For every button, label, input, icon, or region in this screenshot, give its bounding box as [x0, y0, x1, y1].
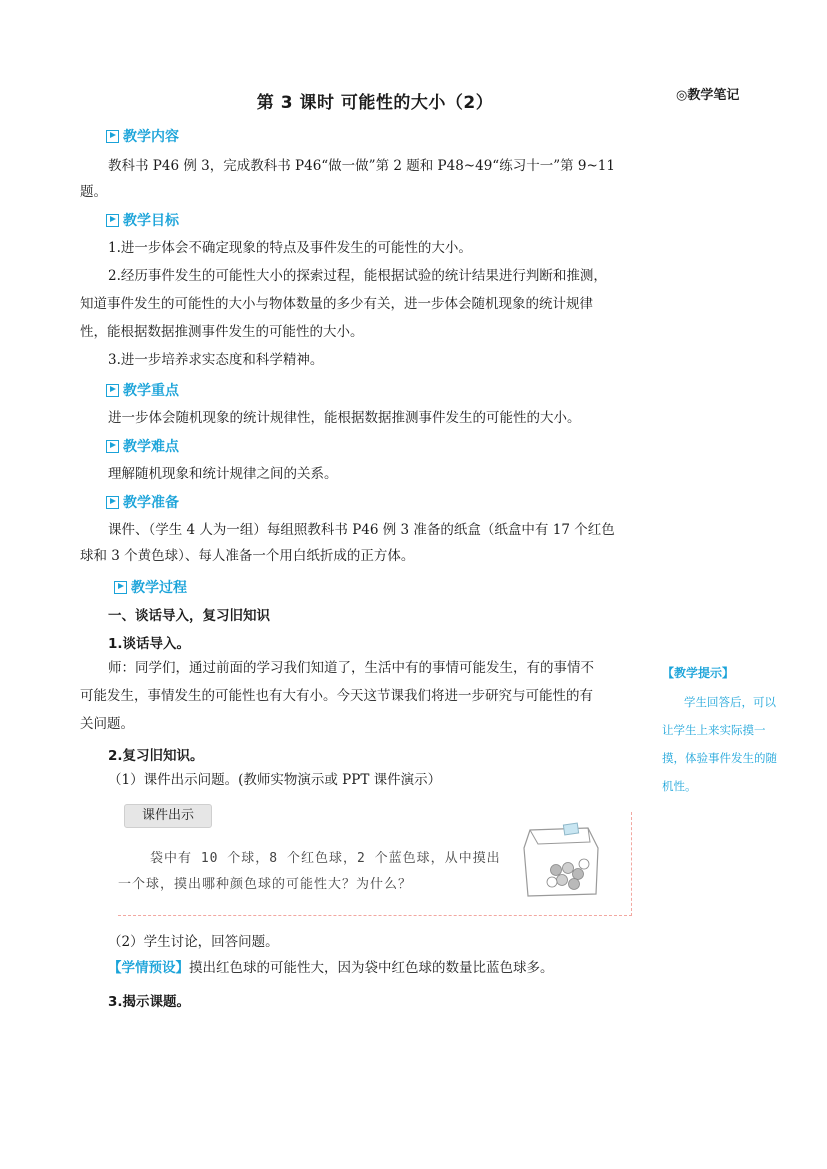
preset-text: 摸出红色球的可能性大，因为袋中红色球的数量比蓝色球多。	[189, 960, 554, 976]
goal-line3: 3.进一步培养求实态度和科学精神。	[108, 352, 324, 368]
difficulty-text: 理解随机现象和统计规律之间的关系。	[108, 466, 338, 482]
play-icon	[106, 130, 119, 143]
content-text-line2: 题。	[80, 184, 107, 200]
step1-heading: 1.谈话导入。	[108, 636, 191, 652]
goal-line2a: 2.经历事件发生的可能性大小的探索过程，能根据试验的统计结果进行判断和推测，	[108, 268, 607, 284]
part1-heading: 一、谈话导入，复习旧知识	[108, 608, 270, 624]
goal-line1: 1.进一步体会不确定现象的特点及事件发生的可能性的大小。	[108, 240, 472, 256]
goal-line2b: 知道事件发生的可能性的大小与物体数量的多少有关，进一步体会随机现象的统计规律	[80, 296, 593, 312]
play-icon	[106, 440, 119, 453]
content-text-line1: 教科书 P46 例 3，完成教科书 P46“做一做”第 2 题和 P48~49“练习十一”第 9~11	[108, 158, 615, 174]
step2-heading: 2.复习旧知识。	[108, 748, 204, 764]
sub1-text: （1）课件出示问题。(教师实物演示或 PPT 课件演示）	[108, 772, 442, 788]
teacher-line1: 师：同学们，通过前面的学习我们知道了，生活中有的事情可能发生，有的事情不	[108, 660, 594, 676]
prep-text-line2: 球和 3 个黄色球）、每人准备一个用白纸折成的正方体。	[80, 548, 415, 564]
courseware-question: 袋中有 10 个球，8 个红色球，2 个蓝色球，从中摸出一个球，摸出哪种颜色球的可能性大？为什么？	[118, 851, 501, 892]
teaching-tip-text: 学生回答后，可以让学生上来实际摸一摸，体验事件发生的随机性。	[662, 695, 777, 793]
section-heading-content: 教学内容	[106, 126, 179, 146]
play-icon	[106, 384, 119, 397]
section-heading-difficulty: 教学难点	[106, 436, 179, 456]
goal-line2c: 性，能根据数据推测事件发生的可能性的大小。	[80, 324, 364, 340]
section-heading-process: 教学过程	[114, 577, 187, 597]
section-heading-prep: 教学准备	[106, 492, 179, 512]
teaching-notes-label: ◎教学笔记	[676, 88, 740, 103]
prep-text-line1: 课件、（学生 4 人为一组）每组照教科书 P46 例 3 准备的纸盒（纸盒中有 17 个红色	[108, 522, 615, 538]
play-icon	[114, 581, 127, 594]
step3-heading: 3.揭示课题。	[108, 994, 191, 1010]
page-title: 第 3 课时 可能性的大小（2）	[256, 93, 494, 113]
teaching-tip-heading: 【教学提示】	[662, 666, 735, 680]
ball-bag-illustration	[518, 818, 608, 902]
section-heading-key: 教学重点	[106, 380, 179, 400]
teacher-line3: 关问题。	[80, 716, 134, 732]
play-icon	[106, 496, 119, 509]
preset-line	[108, 954, 648, 982]
teacher-line2: 可能发生，事情发生的可能性也有大有小。今天这节课我们将进一步研究与可能性的有	[80, 688, 593, 704]
sub2-text: （2）学生讨论，回答问题。	[108, 934, 279, 950]
preset-tag: 【学情预设】	[108, 960, 189, 976]
play-icon	[106, 214, 119, 227]
section-heading-goals: 教学目标	[106, 210, 179, 230]
key-text: 进一步体会随机现象的统计规律性，能根据数据推测事件发生的可能性的大小。	[108, 410, 581, 426]
courseware-tab: 课件出示	[124, 804, 212, 828]
